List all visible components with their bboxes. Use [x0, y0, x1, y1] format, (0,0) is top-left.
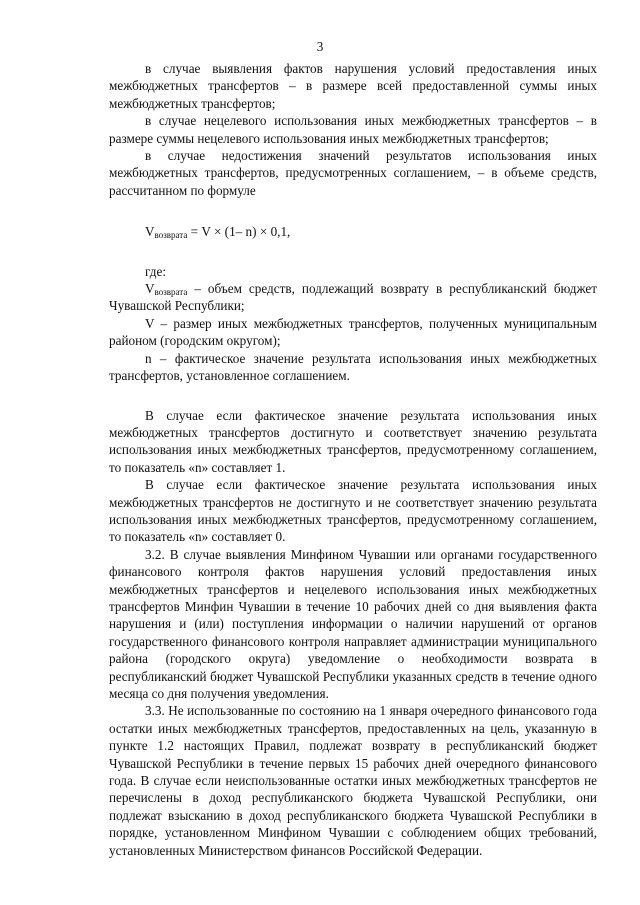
paragraph-misuse: в случае нецелевого использования иных межбюджетных трансфертов – в размере суммы нецелевого использования иных межбюджетных трансфертов; — [109, 113, 597, 146]
paragraph-violation: в случае выявления фактов нарушения условий предоставления иных межбюджетных трансфертов – в размере всей предоставленной суммы иных межбюджетных трансфертов; — [109, 61, 597, 111]
formula — [109, 223, 597, 240]
definition-v-return — [109, 280, 597, 315]
definition-v-return-text: – объем средств, подлежащий возврату в республиканский бюджет Чувашской Республики; — [109, 281, 597, 314]
paragraph-n-equals-0: В случае если фактическое значение результата использования иных межбюджетных трансфертов не достигнуто и не соответствует значению результата использования иных межбюджетных трансфертов, предусмотренному соглашением, то показатель «n» составляет 0. — [109, 477, 597, 545]
document-body — [109, 60, 597, 859]
definition-subscript: возврата — [154, 287, 188, 298]
paragraph-3-2: 3.2. В случае выявления Минфином Чувашии или органами государственного финансового контроля фактов нарушения условий предоставления иных межбюджетных трансфертов и нецелевого использования иных межбюджетных трансфертов Минфин Чувашии в течение 10 рабочих дней со дня выявления факта нарушения и (или) поступления информации о наличии нарушений от органов государственного финансового контроля направляет администрации муниципального района (городского округа) уведомление о необходимости возврата в республиканский бюджет Чувашской Республики указанных средств в течение одного месяца со дня получения уведомления. — [109, 546, 597, 701]
formula-rhs: = V × (1– n) × 0,1, — [187, 224, 291, 240]
where-label: где: — [145, 263, 166, 279]
definition-n: n – фактическое значение результата использования иных межбюджетных трансфертов, установленное соглашением. — [109, 350, 597, 384]
formula-v: V — [145, 224, 155, 240]
paragraph-3-3: 3.3. Не использованные по состоянию на 1 января очередного финансового года остатки иных межбюджетных трансфертов, предоставленных на цель, указанную в пункте 1.2 настоящих Правил, подлежат возврату в республиканский бюджет Чувашской Республики в течение первых 15 рабочих дней очередного финансового года. В случае если неиспользованные остатки иных межбюджетных трансфертов не перечислены в доход республиканского бюджета Чувашской Республики, они подлежат взысканию в доход республиканского бюджета Чувашской Республики в порядке, установленном Минфином Чувашии с соблюдением общих требований, установленных Министерством финансов Российской Федерации. — [109, 703, 597, 858]
definition-v: V — [145, 281, 155, 297]
definition-v: V – размер иных межбюджетных трансфертов, полученных муниципальным районом (городским округом); — [109, 315, 597, 349]
paragraph-nonachievement: в случае недостижения значений результатов использования иных межбюджетных трансфертов, предусмотренных соглашением, – в объеме средств, рассчитанном по формуле — [109, 148, 597, 198]
paragraph-n-equals-1: В случае если фактическое значение результата использования иных межбюджетных трансфертов достигнуто и соответствует значению результата использования иных межбюджетных трансфертов, предусмотренному соглашением, то показатель «n» составляет 1. — [109, 407, 597, 475]
formula-subscript: возврата — [154, 230, 188, 241]
page-number: 3 — [316, 39, 324, 54]
